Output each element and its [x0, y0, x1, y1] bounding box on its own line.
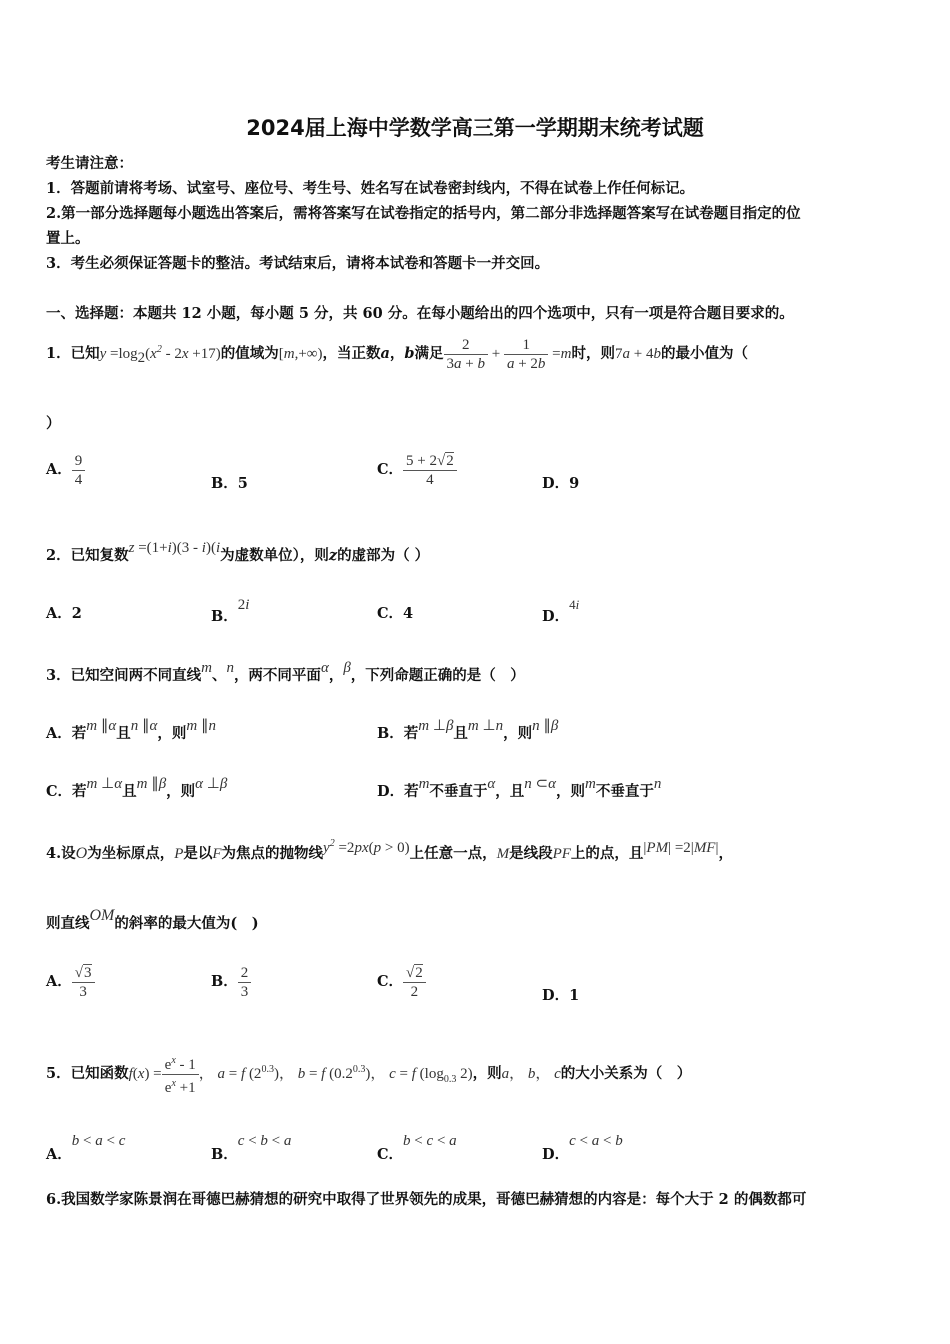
q3-option-d: D．若m不垂直于α，且n ⊂α，则m不垂直于n — [377, 776, 662, 800]
q4-option-a-label: A． — [46, 973, 72, 990]
q1-text-2: 的值域为 — [220, 345, 279, 362]
q1-function-formula: $y =\log_2(x^2 - 2x +17)$ — [99, 344, 221, 366]
q1-fraction-2: $\frac{1}{a + 2b}$ — [504, 336, 548, 373]
q3-d-text-2: 不垂直于 — [429, 783, 488, 800]
q3-c-text-1: C．若 — [46, 783, 87, 800]
question-4: 4.设O为坐标原点，P是以F为焦点的抛物线$y^2 =2px(p > 0)$上任意一点，M是线段PF上的点，且|PM| =2|MF|， — [46, 838, 733, 862]
q4-line-2: 则直线OM的斜率的最大值为( ) — [46, 907, 259, 932]
q4-text-8: ， — [718, 845, 733, 862]
section-heading: 一、选择题：本题共 12 小题，每小题 5 分，共 60 分。在每小题给出的四个选项中，只有一项是符合题目要求的。 — [46, 305, 794, 322]
q4-text-4: 为焦点的抛物线 — [221, 845, 324, 862]
q3-option-b: B．若m ⊥β且m ⊥n，则n ∥β — [377, 718, 559, 742]
q1-text-3: ，当正数 — [322, 345, 381, 362]
q3-a-text-3: ，则 — [157, 725, 187, 742]
q4-option-b-label: B． — [211, 973, 238, 990]
q4-text-6: 是线段 — [509, 845, 553, 862]
q5-option-b-value: c < b < a — [237, 1133, 292, 1149]
q4-option-d: D．1 — [542, 987, 580, 1004]
q5-text-1: 5．已知函数 — [46, 1065, 129, 1082]
page-title: 2024届上海中学数学高三第一学期期末统考试题 — [246, 116, 704, 140]
notice-item-1: 1．答题前请将考场、试室号、座位号、考生号、姓名写在试卷密封线内，不得在试卷上作任何标记。 — [46, 180, 695, 197]
q1-option-a-label: A． — [46, 461, 72, 478]
q5-option-a-label: A． — [46, 1146, 72, 1163]
q5-option-d — [542, 1126, 623, 1170]
question-3: 3．已知空间两不同直线m、n，两不同平面α，β，下列命题正确的是（ ） — [46, 660, 525, 684]
q4-text-3: 是以 — [183, 845, 213, 862]
question-6: 6.我国数学家陈景润在哥德巴赫猜想的研究中取得了世界领先的成果，哥德巴赫猜想的内容是：每个大于 2 的偶数都可 — [46, 1191, 807, 1208]
q1-option-b: B．5 — [211, 475, 248, 492]
q4-text-7: 上的点，且 — [570, 845, 644, 862]
notice-item-2: 2.第一部分选择题每小题选出答案后，需将答案写在试卷指定的括号内，第二部分非选择题答案写在试卷题目指定的位 — [46, 205, 801, 222]
q5-option-d-label: D． — [542, 1146, 570, 1163]
question-2: 2．已知复数z =(1+i)(3 - i)(i为虚数单位），则z的虚部为（ ） — [46, 540, 430, 564]
q1-option-c-value: $\frac{5 + 2√2}{4}$ — [403, 452, 457, 489]
q2-option-b-value: 2i — [237, 597, 250, 613]
q3-a-text-2: 且 — [116, 725, 131, 742]
q1-fraction-1: $\frac{2}{3a + b}$ — [444, 336, 488, 373]
q5-c-formula: c = f ($\log_{0.3}$ 2) — [389, 1066, 473, 1085]
q1-option-c — [377, 450, 457, 490]
q5-option-a — [46, 1126, 125, 1170]
q5-b-formula: b = f $(0.2^{0.3})$ — [297, 1064, 371, 1082]
q2-formula: z =(1+i)(3 - i)(i — [128, 540, 221, 556]
q5-option-a-value: b < a < c — [71, 1133, 126, 1149]
q3-d-text-1: D．若 — [377, 783, 419, 800]
q4-option-c-label: C． — [377, 973, 404, 990]
q4-text-10: 的斜率的最大值为( ) — [114, 915, 259, 932]
q1-close-paren: ） — [46, 415, 61, 432]
q1-text-6: 的最小值为（ — [660, 345, 748, 362]
q1-text-5: 时，则 — [571, 345, 615, 362]
q3-option-a: A．若m ∥α且n ∥α，则m ∥n — [46, 718, 216, 742]
q3-d-text-5: 不垂直于 — [595, 783, 654, 800]
q3-text-1: 3．已知空间两不同直线 — [46, 667, 202, 684]
q1-option-a — [46, 450, 85, 490]
q4-text-2: 为坐标原点， — [87, 845, 175, 862]
q3-d-text-4: ，则 — [556, 783, 585, 800]
q3-text-3: ，两不同平面 — [233, 667, 321, 684]
q4-option-c-value: $\frac{√2}{2}$ — [403, 964, 426, 1001]
q1-range-formula: [m,+∞) — [278, 346, 323, 362]
q2-text-3: 的虚部为（ ） — [337, 547, 430, 564]
q2-text-2: 为虚数单位），则 — [220, 547, 329, 564]
q3-b-text-1: B．若 — [377, 725, 419, 742]
question-1: 1．已知$y =\log_2(x^2 - 2x +17)$的值域为[m,+∞)，当正数a，b满足 $\frac{2}{3a + b}$ + $\frac{1}{a + 2b}$ =m时，则7a + 4b的最小值为（ — [46, 336, 748, 372]
q5-a-formula: a = f $(2^{0.3})$ — [217, 1064, 279, 1082]
q4-option-a-value: $\frac{√3}{3}$ — [72, 964, 95, 1001]
q2-text-1: 2．已知复数 — [46, 547, 129, 564]
q3-b-text-3: ，则 — [503, 725, 533, 742]
q5-option-c-value: b < c < a — [403, 1133, 457, 1149]
q5-option-c — [377, 1126, 457, 1170]
notice-item-2-cont: 置上。 — [46, 230, 90, 247]
q5-function-fraction: $\frac{e^x - 1}{e^x +1}$ — [162, 1052, 199, 1097]
q4-condition-formula: |PM| =2|MF| — [643, 840, 719, 856]
q1-text-4: 满足 — [414, 345, 444, 362]
q2-option-d — [542, 590, 579, 632]
q3-text-4: ， — [328, 667, 344, 684]
notice-heading: 考生请注意： — [46, 155, 133, 172]
q3-option-c: C．若m ⊥α且m ∥β，则α ⊥β — [46, 776, 228, 800]
q1-text-1: 1．已知 — [46, 345, 100, 362]
q5-option-c-label: C． — [377, 1146, 404, 1163]
q4-option-b — [211, 962, 251, 1002]
q3-a-text-1: A．若 — [46, 725, 87, 742]
q4-text-1: 4.设 — [46, 845, 76, 862]
q5-text-2: ，则 — [472, 1065, 502, 1082]
q3-c-text-3: ，则 — [166, 783, 196, 800]
q3-b-text-2: 且 — [453, 725, 468, 742]
q4-parabola-formula: $y^2 =2px(p > 0)$ — [323, 838, 410, 856]
q4-option-a — [46, 962, 95, 1002]
q5-function-formula: f(x) = — [128, 1066, 162, 1082]
q3-text-5: ，下列命题正确的是（ ） — [350, 667, 525, 684]
q2-option-d-label: D． — [542, 608, 570, 625]
q4-option-b-value: $\frac{2}{3}$ — [238, 964, 252, 1001]
q2-option-c: C．4 — [377, 605, 414, 622]
q4-option-c — [377, 962, 426, 1002]
q3-c-text-2: 且 — [122, 783, 137, 800]
q5-text-3: 的大小关系为（ ） — [560, 1065, 692, 1082]
q2-option-b-label: B． — [211, 608, 238, 625]
q1-target-formula: 7a + 4b — [614, 346, 661, 362]
q2-option-b — [211, 590, 249, 632]
question-5: 5．已知函数f(x) = $\frac{e^x - 1}{e^x +1}$ ， a = f $(2^{0.3})$， b = f $(0.2^{0.3})$， c = f ($\log_{0.3}$ 2)，则a， b， c的大小关系为（ ） — [46, 1048, 691, 1102]
q5-option-b — [211, 1126, 291, 1170]
q3-text-2: 、 — [211, 667, 227, 684]
q1-option-c-label: C． — [377, 461, 404, 478]
notice-item-3: 3．考生必须保证答题卡的整洁。考试结束后，请将本试卷和答题卡一并交回。 — [46, 255, 550, 272]
q1-option-d: D．9 — [542, 475, 580, 492]
q2-option-d-value: 4i — [569, 597, 580, 612]
q5-option-b-label: B． — [211, 1146, 238, 1163]
q4-text-9: 则直线 — [46, 915, 90, 932]
q1-option-a-value: $\frac{9}{4}$ — [72, 452, 86, 489]
q5-option-d-value: c < a < b — [569, 1133, 623, 1149]
q2-option-a: A．2 — [46, 605, 82, 622]
q4-text-5: 上任意一点， — [409, 845, 497, 862]
q3-d-text-3: ，且 — [495, 783, 525, 800]
